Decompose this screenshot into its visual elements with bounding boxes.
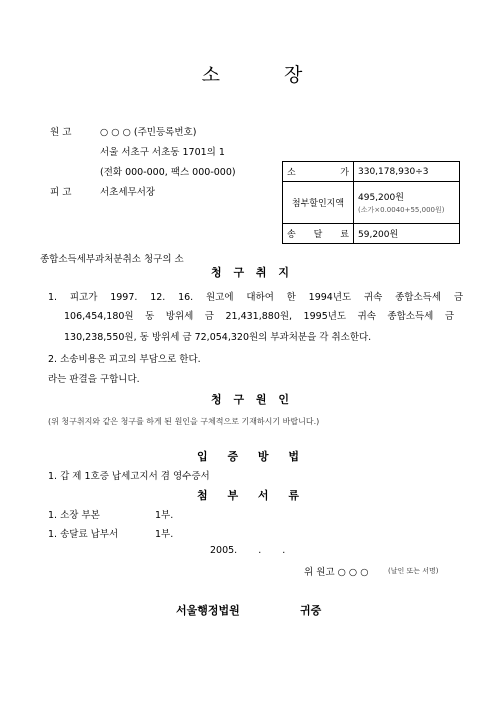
cause-heading: 청 구 원 인 xyxy=(211,393,293,406)
signer-note: (날인 또는 서명) xyxy=(388,567,439,575)
plaintiff-contact: (전화 000-000, 팩스 000-000) xyxy=(100,167,236,178)
plaintiff-address: 서울 서초구 서초동 1701의 1 xyxy=(100,147,225,158)
attachment-name: 1. 송달료 납부서 xyxy=(48,529,119,540)
claim-item-2: 2. 소송비용은 피고의 부담으로 한다. xyxy=(48,354,201,365)
filing-date: 2005. . . xyxy=(210,545,286,556)
fee-row-stamp xyxy=(283,182,460,224)
fee-row-value xyxy=(283,162,460,182)
attachment-count: 1부. xyxy=(155,510,174,521)
case-name: 종합소득세부과처분취소 청구의 소 xyxy=(40,254,184,265)
attachments-heading: 첨 부 서 류 xyxy=(197,489,307,502)
fee-row-service xyxy=(283,224,460,244)
claim-heading: 청 구 취 지 xyxy=(211,266,293,279)
plaintiff-label: 원 고 xyxy=(50,127,72,138)
signer-label: 위 원고 ○ ○ ○ xyxy=(304,567,369,578)
fee-note: (소가×0.0040+55,000원) xyxy=(358,206,445,214)
fee-value: 330,178,930÷3 xyxy=(354,162,460,182)
claim-item-1-line-1: 1. 피고가 1997. 12. 16. 원고에 대하여 한 1994년도 귀속 종합소득세 금 xyxy=(48,292,463,303)
claim-item-1-line-3: 130,238,550원, 동 방위세 금 72,054,320원의 부과처분을 각 취소한다. xyxy=(64,332,372,343)
cause-note: (위 청구취지와 같은 청구를 하게 된 원인을 구체적으로 기재하시기 바랍니다.) xyxy=(48,417,320,426)
claim-closing: 라는 판결을 구합니다. xyxy=(48,374,140,385)
fee-label: 소 가 xyxy=(283,162,354,182)
court-suffix: 귀중 xyxy=(300,604,322,617)
fee-value: 495,200원 xyxy=(358,193,404,203)
fee-value: 59,200원 xyxy=(354,224,460,244)
fee-label: 첨부할인지액 xyxy=(283,182,354,224)
claim-item-1-line-2: 106,454,180원 동 방위세 금 21,431,880원, 1995년도 귀속 종합소득세 금 xyxy=(64,311,454,322)
document-title: 소 장 xyxy=(201,64,303,86)
fee-label: 송 달 료 xyxy=(283,224,354,244)
court-name: 서울행정법원 xyxy=(176,604,240,617)
fee-table xyxy=(282,161,460,244)
defendant-label: 피 고 xyxy=(50,187,72,198)
defendant-name: 서초세무서장 xyxy=(100,187,156,198)
plaintiff-name: ○ ○ ○ (주민등록번호) xyxy=(100,127,197,138)
attachment-count: 1부. xyxy=(155,529,174,540)
attachment-name: 1. 소장 부본 xyxy=(48,510,100,521)
proof-item: 1. 갑 제 1호증 납세고지서 겸 영수증서 xyxy=(48,471,210,482)
proof-heading: 입 증 방 법 xyxy=(197,450,307,463)
